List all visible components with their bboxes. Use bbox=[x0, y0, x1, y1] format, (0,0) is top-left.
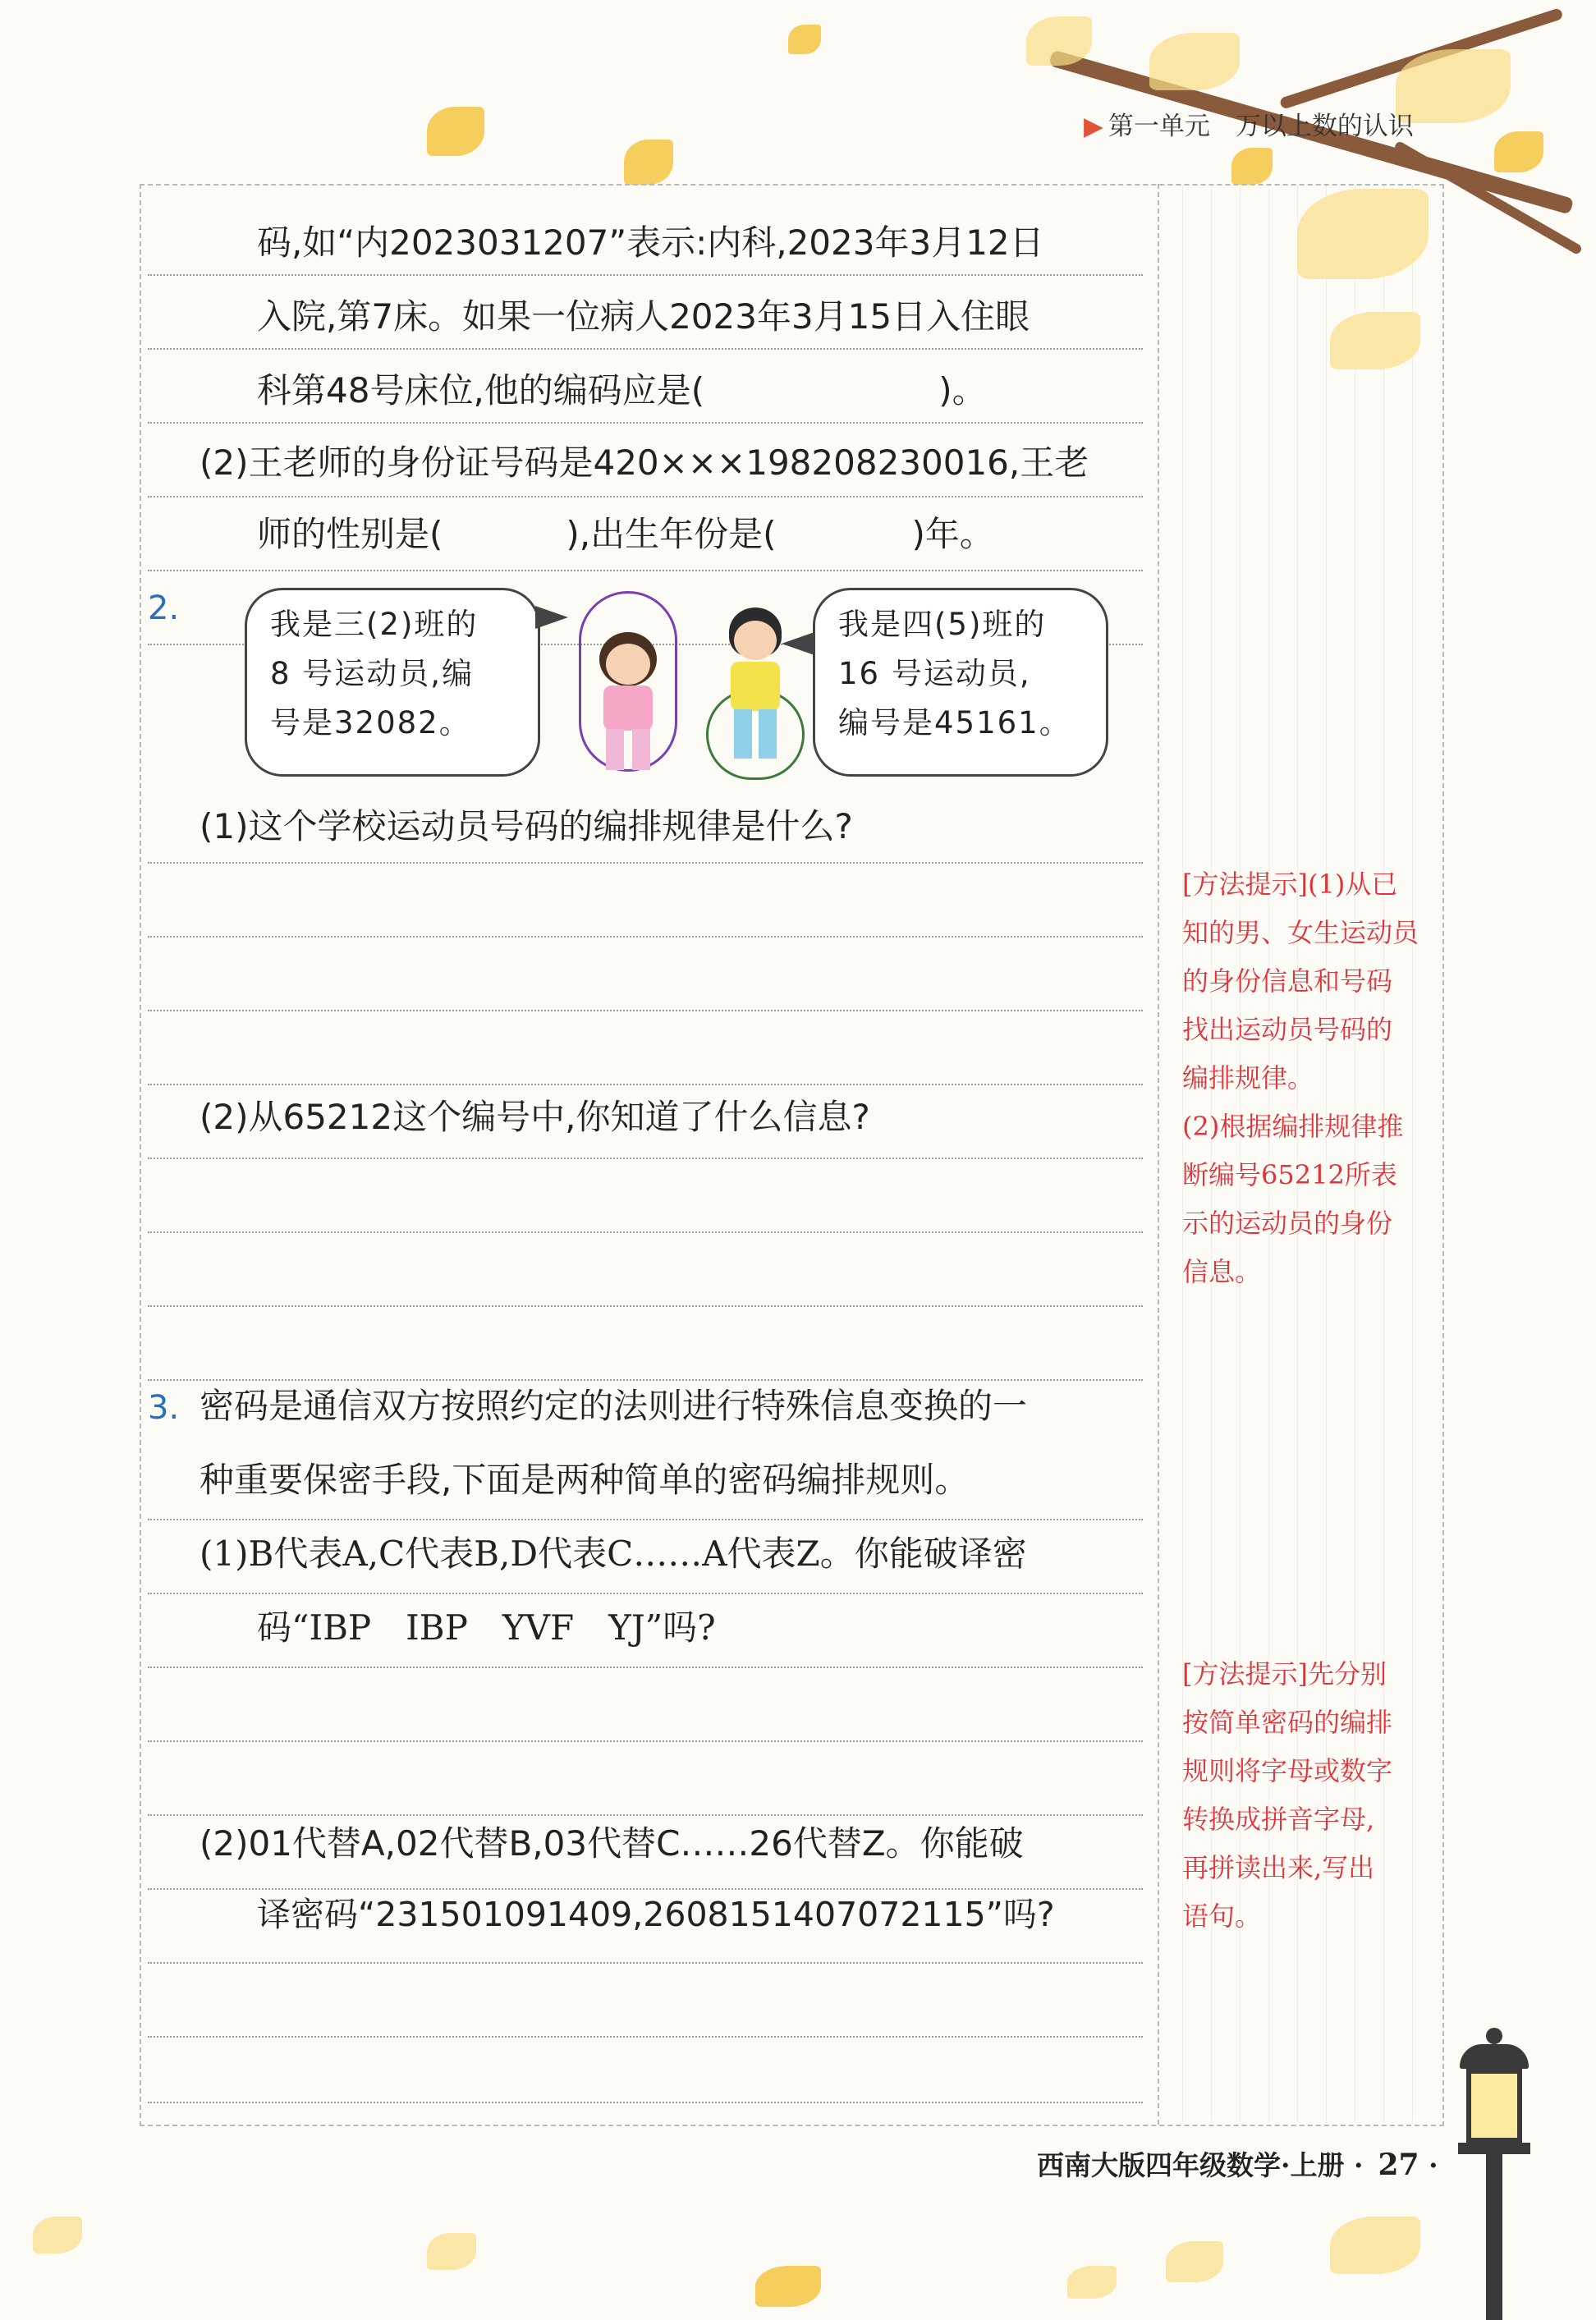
triangle-marker-icon: ▶ bbox=[1084, 112, 1103, 141]
leaf-icon bbox=[1166, 2241, 1223, 2282]
leaf-icon bbox=[1231, 148, 1273, 185]
leaf-icon bbox=[1149, 33, 1240, 90]
leaf-icon bbox=[1067, 2266, 1117, 2299]
unit-title: 第一单元 万以上数的认识 bbox=[1108, 112, 1414, 141]
question-number: 2. bbox=[148, 589, 180, 627]
leaf-icon bbox=[1494, 131, 1543, 172]
bubble-tail bbox=[535, 606, 568, 629]
ruled-line bbox=[148, 1379, 1143, 1381]
sidebar-separator bbox=[1158, 184, 1159, 2125]
q3-part1-line: 码“IBP IBP YVF YJ”吗? bbox=[257, 1607, 716, 1648]
ruled-line bbox=[148, 1667, 1143, 1668]
hint-line: 按简单密码的编排 bbox=[1182, 1707, 1393, 1738]
ruled-line bbox=[148, 1158, 1143, 1159]
ruled-line bbox=[148, 1962, 1143, 1964]
bubble-line: 8 号运动员,编 bbox=[270, 656, 475, 691]
ruled-line bbox=[148, 1084, 1143, 1085]
q3-text-line: 种重要保密手段,下面是两种简单的密码编排规则。 bbox=[200, 1460, 970, 1500]
bubble-line: 16 号运动员, bbox=[838, 656, 1031, 691]
q2-part2: (2)从65212这个编号中,你知道了什么信息? bbox=[200, 1097, 870, 1137]
q1-part2-line bbox=[257, 514, 994, 554]
hint-line: 示的运动员的身份 bbox=[1182, 1208, 1393, 1239]
ruled-line bbox=[148, 1888, 1143, 1890]
hint-line: 编排规律。 bbox=[1182, 1062, 1314, 1094]
boy-jumping-rope-illustration bbox=[706, 608, 805, 780]
hint-line: (2)根据编排规律推 bbox=[1182, 1111, 1404, 1142]
ruled-line bbox=[148, 1231, 1143, 1233]
ruled-line bbox=[148, 1814, 1143, 1816]
book-title: 西南大版四年级数学·上册 · bbox=[1037, 2149, 1364, 2181]
ruled-line bbox=[148, 422, 1143, 424]
q3-part2-line: 译密码“231501091409,2608151407072115”吗? bbox=[257, 1895, 1055, 1934]
q1-text-segment: 师的性别是( bbox=[257, 514, 443, 554]
q1-text-segment: )年。 bbox=[911, 514, 994, 554]
q3-text-line: 密码是通信双方按照约定的法则进行特殊信息变换的一 bbox=[200, 1386, 1028, 1426]
method-hint-1 bbox=[1182, 860, 1429, 1296]
hint-line: 再拼读出来,写出 bbox=[1182, 1852, 1375, 1883]
hint-line: [方法提示]先分别 bbox=[1182, 1658, 1387, 1690]
ruled-line bbox=[148, 570, 1143, 571]
ruled-line bbox=[148, 496, 1143, 497]
q1-part2-line: (2)王老师的身份证号码是420×××198208230016,王老 bbox=[200, 442, 1089, 483]
hint-line: 转换成拼音字母, bbox=[1182, 1804, 1375, 1835]
ruled-line bbox=[148, 348, 1143, 350]
leaf-icon bbox=[1026, 16, 1092, 66]
footer-dot: · bbox=[1429, 2149, 1438, 2181]
ruled-line bbox=[148, 1519, 1143, 1520]
ruled-line bbox=[148, 1305, 1143, 1307]
leaf-icon bbox=[788, 25, 821, 54]
hint-line: [方法提示](1)从已 bbox=[1182, 869, 1398, 900]
q1-text-line: 入院,第7床。如果一位病人2023年3月15日入住眼 bbox=[257, 296, 1030, 337]
ruled-line bbox=[148, 936, 1143, 938]
bubble-line: 我是四(5)班的 bbox=[838, 607, 1047, 642]
hint-line: 断编号65212所表 bbox=[1182, 1159, 1397, 1190]
q1-text-segment: 科第48号床位,他的编码应是( bbox=[257, 370, 705, 410]
speech-bubble-boy bbox=[813, 588, 1108, 777]
bubble-line: 号是32082。 bbox=[270, 705, 471, 740]
leaf-icon bbox=[1330, 2217, 1420, 2274]
street-lamp-icon bbox=[1445, 2028, 1543, 2320]
q1-text-line bbox=[257, 370, 987, 410]
method-hint-2 bbox=[1182, 1650, 1429, 1941]
hint-line: 的身份信息和号码 bbox=[1182, 965, 1393, 997]
speech-bubble-girl bbox=[245, 588, 540, 777]
hint-line: 找出运动员号码的 bbox=[1182, 1014, 1393, 1045]
q1-text-line: 码,如“内2023031207”表示:内科,2023年3月12日 bbox=[257, 222, 1044, 263]
q1-text-segment: )。 bbox=[938, 370, 987, 410]
hint-line: 知的男、女生运动员 bbox=[1182, 917, 1419, 948]
q3-part1-line: (1)B代表A,C代表B,D代表C……A代表Z。你能破译密 bbox=[200, 1534, 1027, 1574]
leaf-icon bbox=[624, 140, 673, 185]
hint-line: 信息。 bbox=[1182, 1256, 1262, 1287]
question-number: 3. bbox=[148, 1389, 180, 1427]
page-number: 27 bbox=[1378, 2148, 1419, 2182]
q3-part2-line: (2)01代替A,02代替B,03代替C……26代替Z。你能破 bbox=[200, 1823, 1024, 1864]
leaf-icon bbox=[427, 107, 484, 156]
ruled-line bbox=[148, 1740, 1143, 1742]
ruled-line bbox=[148, 1593, 1143, 1594]
ruled-line bbox=[148, 1010, 1143, 1011]
page-footer bbox=[1037, 2144, 1438, 2183]
leaf-icon bbox=[755, 2266, 821, 2307]
ruled-line bbox=[148, 2036, 1143, 2038]
bubble-line: 编号是45161。 bbox=[838, 705, 1071, 740]
q1-text-segment: ),出生年份是( bbox=[566, 514, 777, 554]
ruled-line bbox=[148, 862, 1143, 864]
unit-header bbox=[1084, 105, 1414, 142]
ruled-line bbox=[148, 274, 1143, 276]
bubble-line: 我是三(2)班的 bbox=[270, 607, 479, 642]
q2-part1: (1)这个学校运动员号码的编排规律是什么? bbox=[200, 806, 853, 846]
hint-line: 规则将字母或数字 bbox=[1182, 1755, 1393, 1786]
leaf-icon bbox=[33, 2217, 82, 2254]
hint-line: 语句。 bbox=[1182, 1900, 1262, 1932]
leaf-icon bbox=[427, 2233, 476, 2270]
girl-jumping-rope-illustration bbox=[575, 591, 681, 780]
ruled-line bbox=[148, 2102, 1143, 2103]
